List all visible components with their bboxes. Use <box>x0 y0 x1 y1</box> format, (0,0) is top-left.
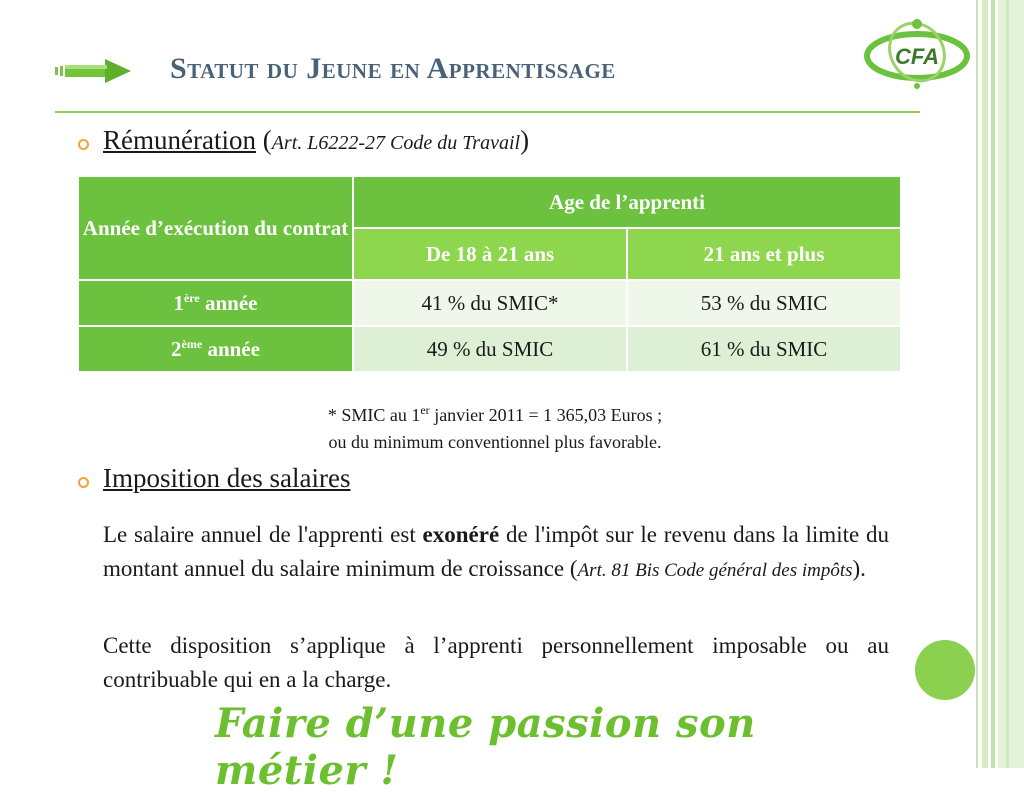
paren-open: ( <box>255 125 272 155</box>
decor-circle <box>915 640 975 700</box>
table-cell: 61 % du SMIC <box>627 326 901 372</box>
table-cell: 53 % du SMIC <box>627 280 901 326</box>
section-heading-remuneration <box>103 125 529 156</box>
heading-text: Rémunération <box>103 125 256 155</box>
legal-reference: Art. L6222-27 Code du Travail <box>271 132 521 154</box>
section-heading-imposition: Imposition des salaires <box>103 463 351 493</box>
col-header-21-plus: 21 ans et plus <box>627 228 901 280</box>
table-cell: 49 % du SMIC <box>353 326 627 372</box>
page-title: Statut du Jeune en Apprentissage <box>170 52 616 85</box>
table-row <box>78 280 901 326</box>
logo-text: CFA <box>895 44 939 69</box>
paren-close: ) <box>520 125 530 155</box>
decor-stripe <box>1006 0 1009 768</box>
bullet-icon <box>78 477 89 488</box>
bullet-icon <box>78 139 89 150</box>
decor-stripe <box>976 0 978 768</box>
arrow-right-icon <box>55 58 133 84</box>
col-header-year: Année d’exécution du contrat <box>78 176 353 280</box>
col-header-18-21: De 18 à 21 ans <box>353 228 627 280</box>
row-label: 1ère année <box>78 280 353 326</box>
decor-stripe <box>991 0 995 768</box>
remuneration-table <box>77 175 902 373</box>
cfa-logo <box>862 14 972 92</box>
row-label: 2ème année <box>78 326 353 372</box>
slogan: Faire d’une passion son métier ! <box>215 700 756 794</box>
paragraph-disposition: Cette disposition s’applique à l’apprenti personnellement imposable ou au contribuable qui en a la charge. <box>103 633 889 692</box>
smic-footnote: * SMIC au 1er janvier 2011 = 1 365,03 Euros ; ou du minimum conventionnel plus favorable. <box>327 403 663 452</box>
table-cell: 41 % du SMIC* <box>353 280 627 326</box>
col-header-age: Age de l’apprenti <box>353 176 901 228</box>
table-row <box>78 326 901 372</box>
decor-stripe <box>982 0 988 768</box>
title-divider <box>55 111 920 113</box>
decor-stripe <box>998 0 1024 768</box>
paragraph-exoneration: Le salaire annuel de l'apprenti est exonéré de l'impôt sur le revenu dans la limite du montant annuel du salaire minimum de croissance (Art. 81 Bis Code général des impôts). <box>103 522 889 581</box>
